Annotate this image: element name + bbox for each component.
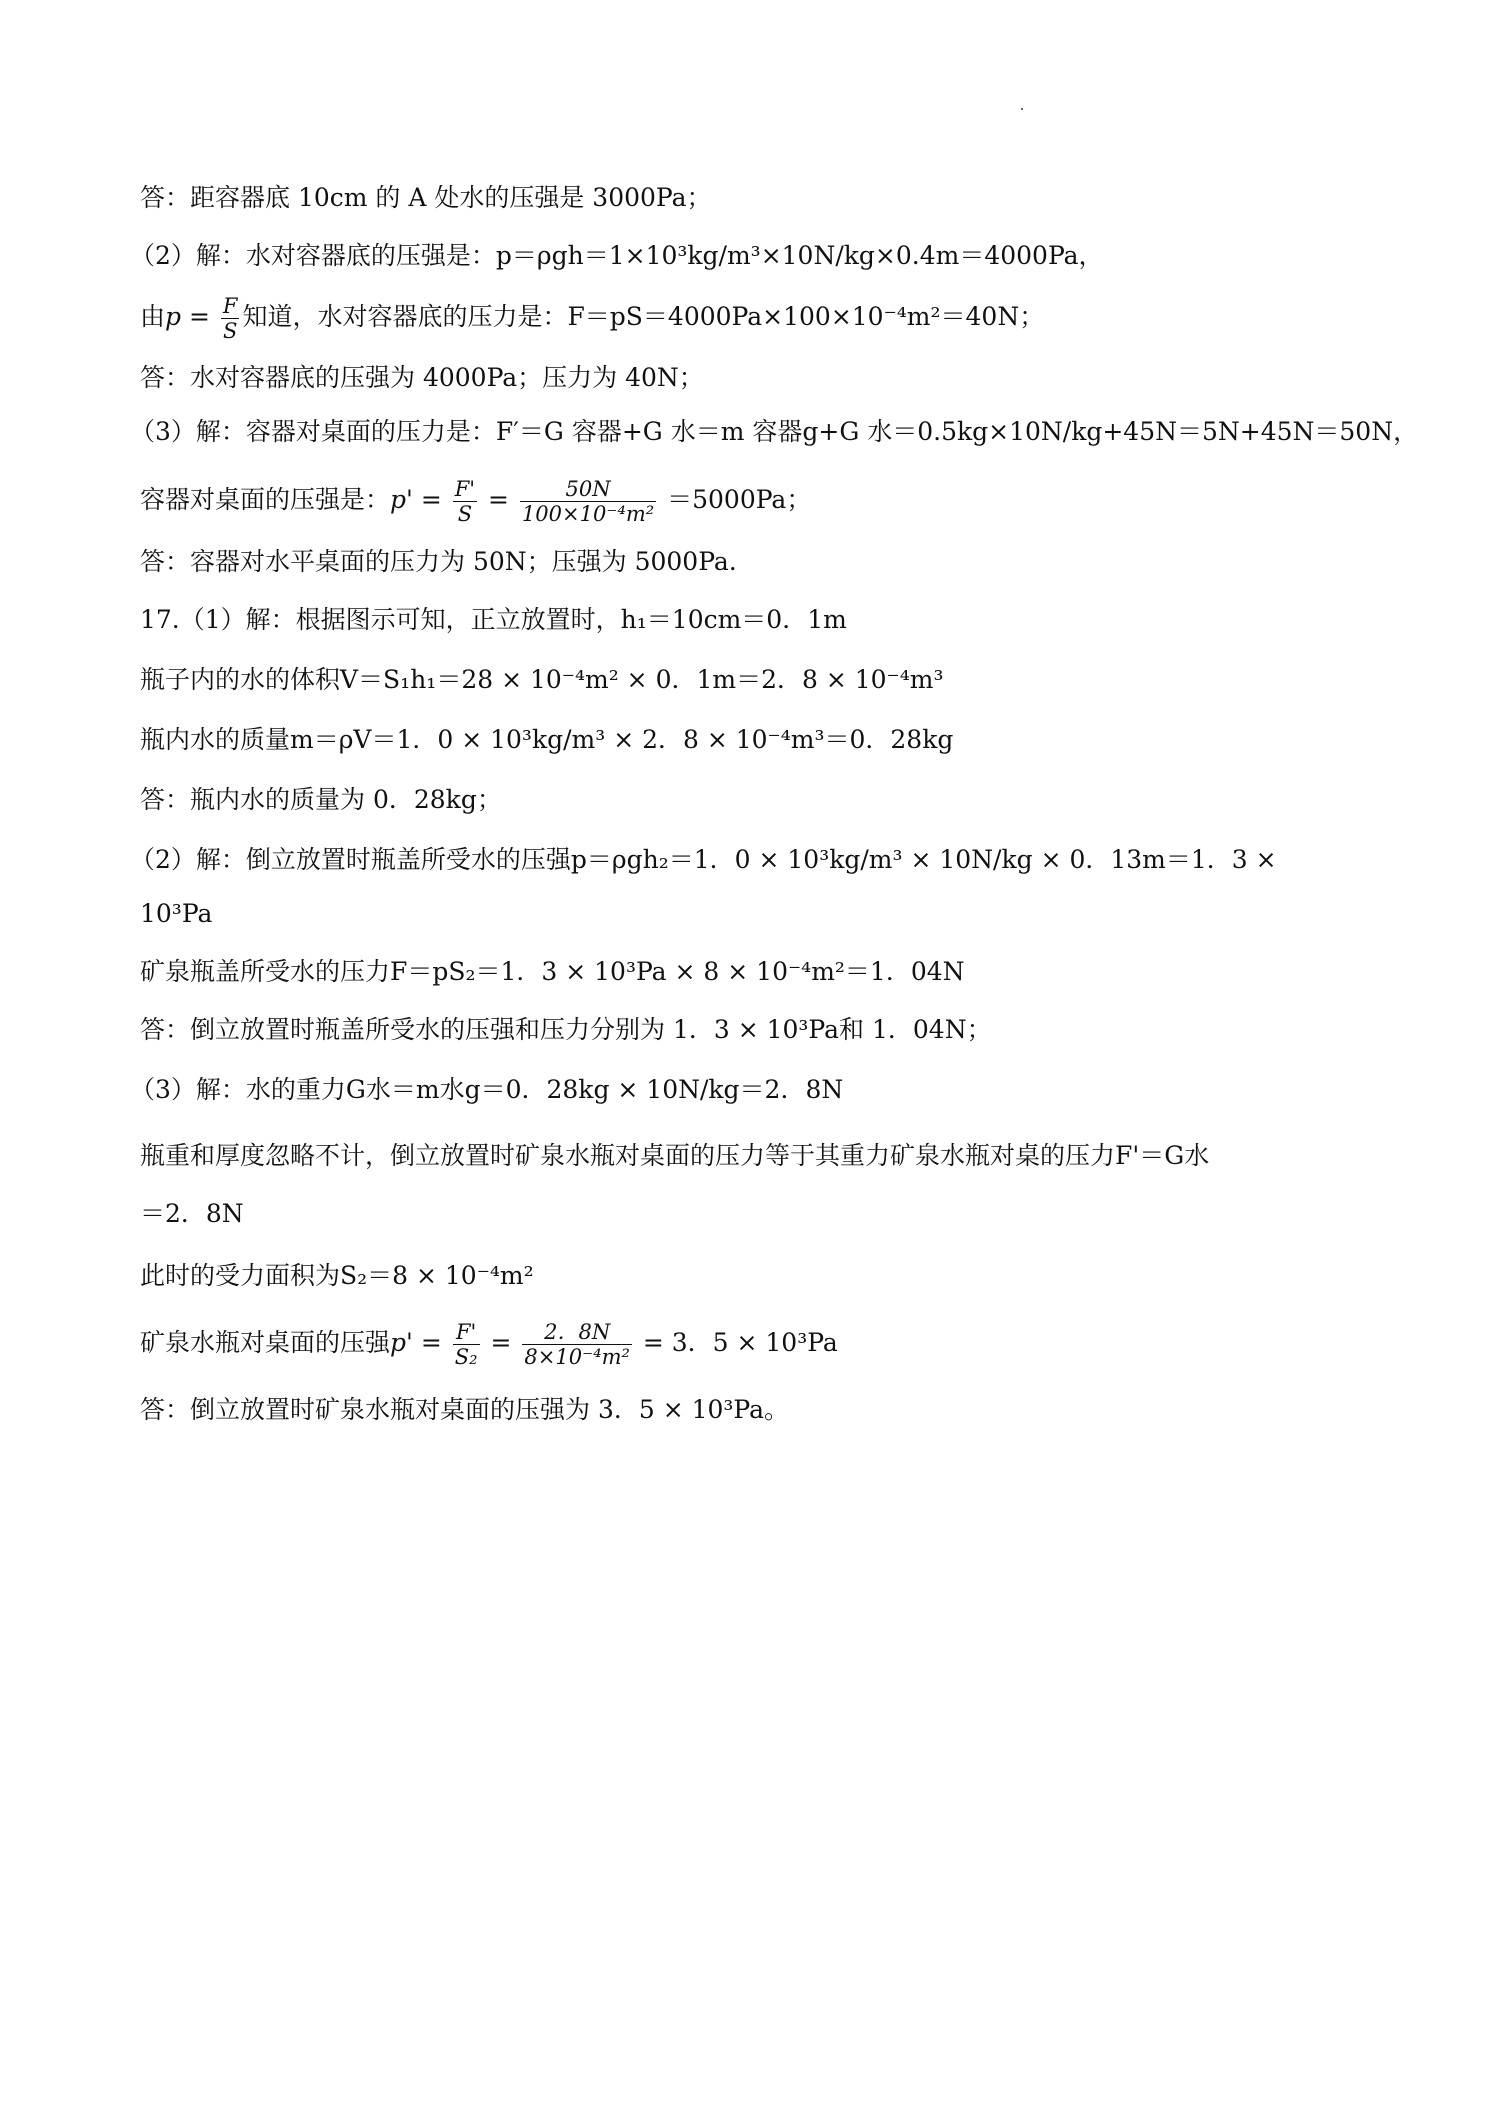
answer-line-4: 答：水对容器底的压强为 4000Pa；压力为 40N；: [140, 363, 704, 392]
neglect-line-cont: ＝2．8N: [140, 1199, 244, 1228]
formula-var: p: [165, 302, 182, 331]
fraction-value: [522, 1320, 632, 1369]
solution-line-6: [140, 477, 811, 526]
fraction-numerator: F': [454, 477, 476, 501]
fraction-numerator: 2．8N: [522, 1320, 632, 1345]
fraction-f-over-s: [221, 294, 240, 343]
pressure-force-answer-line: 答：倒立放置时瓶盖所受水的压强和压力分别为 1．3 × 10³Pa和 1．04N；: [140, 1015, 992, 1044]
pressure-line-cont: 10³Pa: [140, 899, 213, 928]
text-segment: 知道，水对容器底的压力是：F＝pS＝4000Pa×100×10⁻⁴m²＝40N；: [242, 302, 1045, 331]
neglect-line: 瓶重和厚度忽略不计，倒立放置时矿泉水瓶对桌面的压力等于其重力矿泉水瓶对桌的压力F'＝G水: [140, 1141, 1210, 1170]
solution-line-2: （2）解：水对容器底的压强是：p＝ρgh＝1×10³kg/m³×10N/kg×0.4m＝4000Pa，: [130, 241, 1104, 270]
gravity-line: （3）解：水的重力G水＝m水g＝0．28kg × 10N/kg＝2．8N: [130, 1075, 844, 1104]
solution-line-5: （3）解：容器对桌面的压力是：F′＝G 容器+G 水＝m 容器g+G 水＝0.5kg×10N/kg+45N＝5N+45N＝50N，: [130, 417, 1419, 446]
mass-answer-line: 答：瓶内水的质量为 0．28kg；: [140, 785, 502, 814]
formula-var: p' =: [390, 485, 450, 514]
fraction-denominator: S: [457, 502, 473, 526]
fraction-denominator: S₂: [454, 1345, 478, 1369]
formula-eq: =: [480, 485, 517, 514]
fraction-numerator: F': [453, 1320, 480, 1345]
problem-17-line-1: 17.（1）解：根据图示可知，正立放置时，h₁＝10cm＝0．1m: [140, 605, 847, 634]
fraction-denominator: 100×10⁻⁴m²: [521, 502, 655, 526]
formula-eq: =: [482, 1328, 520, 1357]
fraction-f-over-s2: [453, 1320, 480, 1369]
page-mark: [1021, 108, 1023, 110]
force-line: 矿泉瓶盖所受水的压力F＝pS₂＝1．3 × 10³Pa × 8 × 10⁻⁴m²＝1．04N: [140, 957, 965, 986]
formula-eq: =: [181, 302, 218, 331]
text-segment: = 3．5 × 10³Pa: [634, 1328, 838, 1357]
text-segment: ＝5000Pa；: [659, 485, 812, 514]
text-segment: 由: [140, 302, 166, 331]
text-segment: 矿泉水瓶对桌面的压强: [140, 1328, 391, 1357]
final-answer-line: 答：倒立放置时矿泉水瓶对桌面的压强为 3．5 × 10³Pa。: [140, 1395, 790, 1424]
solution-line-3: [140, 294, 1044, 343]
text-segment: 容器对桌面的压强是：: [140, 485, 391, 514]
fraction-numerator: 50N: [520, 477, 656, 502]
area-line: 此时的受力面积为S₂＝8 × 10⁻⁴m²: [140, 1261, 534, 1290]
mass-line: 瓶内水的质量m＝ρV＝1．0 × 10³kg/m³ × 2．8 × 10⁻⁴m³＝0．28kg: [140, 725, 954, 754]
fraction-f-over-s: [453, 477, 477, 526]
fraction-value: [520, 477, 656, 526]
fraction-denominator: S: [222, 319, 238, 343]
volume-line: 瓶子内的水的体积V＝S₁h₁＝28 × 10⁻⁴m² × 0．1m＝2．8 × 10⁻⁴m³: [140, 665, 944, 694]
answer-line-1: 答：距容器底 10cm 的 A 处水的压强是 3000Pa；: [140, 183, 712, 212]
formula-var: p' =: [390, 1328, 450, 1357]
pressure-line: （2）解：倒立放置时瓶盖所受水的压强p＝ρgh₂＝1．0 × 10³kg/m³ × 10N/kg × 0．13m＝1．3 ×: [130, 845, 1277, 874]
answer-line-7: 答：容器对水平桌面的压力为 50N；压强为 5000Pa.: [140, 547, 737, 576]
fraction-denominator: 8×10⁻⁴m²: [524, 1345, 630, 1369]
fraction-numerator: F: [222, 294, 238, 318]
bottle-pressure-line: [140, 1320, 838, 1369]
